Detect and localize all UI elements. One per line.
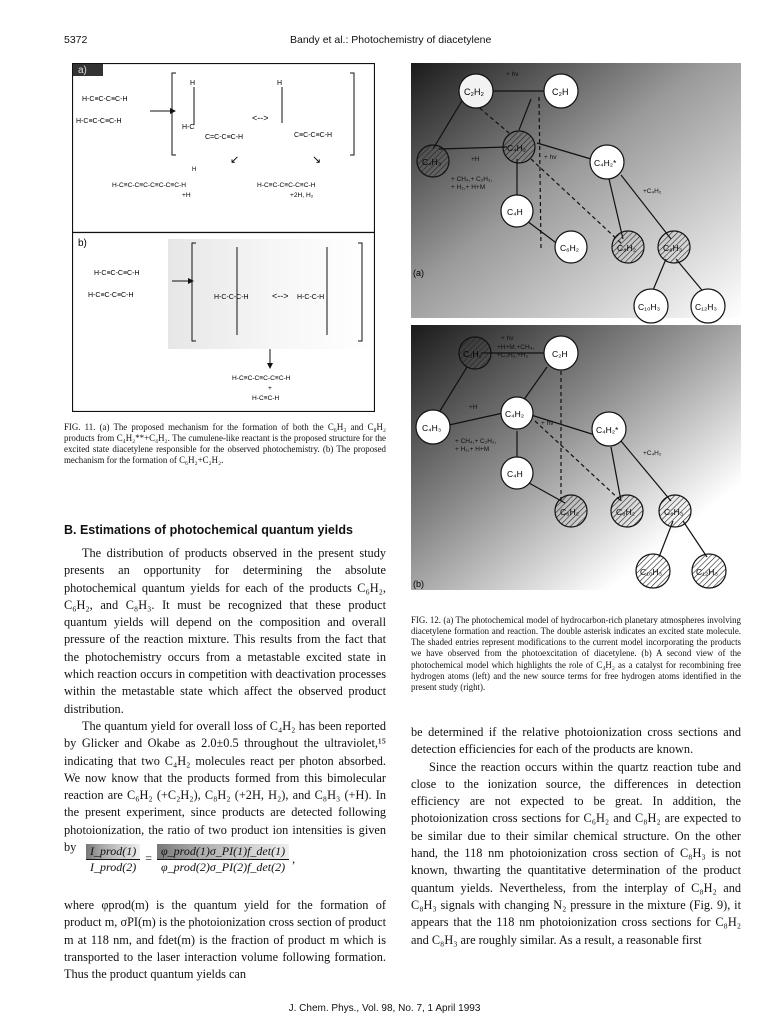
eq-rhs-num: φ_prod(1)σ_PI(1)f_det(1) [157,844,289,860]
node-c12h3-b-label: C₁₂H₃ [696,567,718,577]
a-reactant-1: H-C≡C-C≡C-H [82,96,128,103]
node-c2h2-a-label: C₂H₂ [464,87,484,97]
svg-text:+ H₂,+ H+M: + H₂,+ H+M [451,184,486,191]
node-c4h-a-label: C₄H [507,207,523,217]
figure-11-caption-text: FIG. 11. (a) The proposed mechanism for the formation of both the C₆H₃ and C₈H₂ products from C₄H₂**+C₄H₂. The cumulene-like reactant is the proposed structure for the excited state diacetylene responsible for the observed photochemistry. (b) The proposed mechanism for the formation of C₆H₂+C₂H₂. [64,422,386,466]
svg-text:+ hv: + hv [544,154,557,161]
page-number: 5372 [64,34,88,46]
eq-rhs-den: φ_prod(2)σ_PI(2)f_det(2) [161,860,286,874]
node-c4h3-b-label: C₄H₃ [422,423,442,433]
panel-b-shade [168,239,373,349]
svg-text:+C₄H₂: +C₄H₂ [643,188,662,195]
node-c4h2-a-label: C₄H₂ [507,143,527,153]
node-c12h3-a-label: C₁₂H₃ [695,302,717,312]
b-resonance: <--> [272,291,289,301]
b-reactant-1: H-C≡C-C≡C-H [94,270,140,277]
left-paragraph-2: The quantum yield for overall loss of C₄H₂ has been reported by Glicker and Okabe as 2.0±0.5 throughout the ultraviolet,¹⁵ indicating that two C₄H₂ molecules react per photon absorbed. We now know that the products formed from this bimolecular reaction are C₆H₂ (+C₂H₂), C₈H₂ (+2H, H₂), and C₈H₃ (+H). In the present experiment, since products are detected following photoionization, the ratio of two product ion intensities is given by [64,718,386,855]
svg-text:+H: +H [471,156,480,163]
running-title: Bandy et al.: Photochemistry of diacetylene [290,34,492,46]
panel-a-label: a) [78,65,87,76]
node-c6h2-b-label: C₆H₂ [560,507,580,517]
equation-rhs [157,844,289,875]
node-c10h3-b-label: C₁₀H₃ [640,567,663,577]
left-column-tail [64,897,386,983]
svg-text:+ CH₄,+ C₂H₂,: + CH₄,+ C₂H₂, [451,176,493,183]
right-paragraph-2: Since the reaction occurs within the quartz reaction tube and close to the ionization source, the differences in detection efficiency are not expected to be great. In addition, the photoionization cross sections for C₆H₂ and C₈H₂ are expected to be similar due to their similar chemical structure. On the other hand, the 118 nm photoionization cross section of C₈H₃ is not known, thwarting the quantitative determination of the product quantum yields. Nevertheless, from the interplay of C₈H₂ and C₈H₃ signals with changing N₂ pressure in the mixture (Fig. 9), it appears that the 118 nm photoionization cross sections for C₈H₂ and C₈H₃ are roughly similar. As a result, a reasonable first [411,759,741,947]
panel-b-bg [411,325,741,590]
svg-text:+H+M,+CH₄,: +H+M,+CH₄, [497,344,535,351]
fig12-panel-b-label: (b) [413,579,424,589]
equation-lhs [86,844,140,875]
node-c2h2-b-label: C₂H₂ [463,349,482,359]
b-reactant-2: H-C≡C-C≡C-H [88,292,134,299]
figure-11 [72,63,375,412]
left-paragraph-3: where φprod(m) is the quantum yield for the formation of product m, σPI(m) is the photoionization cross section of product m at 118 nm, and fdet(m) is the fraction of product m which is transported to the laser interaction volume following formation. Thus the product quantum yields can [64,898,386,982]
a-structure-left: H [190,80,196,87]
eq-lhs-den: I_prod(2) [90,860,137,874]
node-c6h2-a-label: C₆H₂ [560,243,580,253]
figure-12-caption [411,615,741,693]
node-c4h3-a-label: C₄H₃ [422,157,442,167]
node-c8h3-a-label: C₈H₃ [663,243,683,253]
svg-text:+ CH₄,+ C₂H₂,: + CH₄,+ C₂H₂, [455,438,497,445]
resonance-arrow: <--> [252,113,269,123]
svg-text:+ H₂,+ H+M: + H₂,+ H+M [455,446,490,453]
node-c4h2-b-label: C₄H₂ [505,409,525,419]
a-structure-right: H [277,80,283,87]
node-c2h-b-label: C₂H [552,349,568,359]
panel-b-label: b) [78,238,87,249]
b-product: H-C≡C-C≡C-C≡C-H [232,375,291,382]
node-c8h2-b-label: C₈H₂ [616,507,636,517]
svg-text:+C₂H₆,+H₂: +C₂H₆,+H₂ [497,352,529,359]
node-c8h2-a-label: C₈H₂ [617,243,637,253]
node-c10h3-a-label: C₁₀H₃ [638,302,661,312]
b-product-2: H-C≡C-H [252,395,280,402]
node-c8h3-b-label: C₈H₃ [664,507,684,517]
a-structure-left-2: H-C [182,124,195,131]
right-column [411,724,741,949]
b-product-plus: + [268,385,272,392]
a-h-label: H [192,167,197,173]
svg-text:+ hv: + hv [506,71,519,78]
eq-tail: , [292,851,296,866]
a-product-right-sub: +2H, H₂ [290,192,314,199]
node-c4h2star-b-label: C₄H₂* [596,425,619,435]
down-arrow-right: ↘ [312,154,322,166]
fig12-panel-a-label: (a) [413,268,424,278]
equation: I_prod(1) I_prod(2) = φ_prod(1)σ_PI(1)f_det(1) φ_prod(2)σ_PI(2)f_det(2) , [86,844,295,875]
svg-text:+H: +H [469,404,478,411]
svg-text:+C₄H₂: +C₄H₂ [643,450,662,457]
b-structure-right: H-C-C-H [297,294,325,301]
a-product-left-sub: +H [182,192,191,199]
down-arrow-left: ↙ [230,154,240,166]
figure-12 [411,63,741,603]
left-column [64,545,386,856]
svg-text:+ hv: + hv [501,335,514,342]
a-structure-right-2: C≡C-C≡C-H [294,132,333,139]
svg-text:+ hv: + hv [541,420,554,427]
figure-11-caption [64,422,386,467]
panel-a-frame [73,64,375,233]
section-heading: B. Estimations of photochemical quantum yields [64,523,353,537]
figure-12-caption-text: FIG. 12. (a) The photochemical model of hydrocarbon-rich planetary atmospheres involving diacetylene formation and reaction. The double asterisk indicates an excited state molecule. The shaded entries represent modifications to the current model incorporating the products we have observed from the photoexcitation of diacetylene. (b) A second view of the photochemical model which highlights the role of C₄H₂ as a catalyst for recombining free hydrogen atoms (left) and the new source terms for free hydrogen atoms identified in the present study (right). [411,615,741,692]
a-product-right: H-C≡C-C≡C-C≡C-H [257,182,316,189]
right-paragraph-1: be determined if the relative photoionization cross sections and detection efficiencies for each of the products are known. [411,725,741,757]
a-structure-left-3: C=C-C≡C-H [205,134,244,141]
node-c4h2star-a-label: C₄H₂* [594,158,617,168]
node-c4h-b-label: C₄H [507,469,523,479]
eq-lhs-num: I_prod(1) [86,844,140,860]
left-paragraph-1: The distribution of products observed in the present study presents an opportunity for determining the absolute photochemical quantum yields for each of the products C₆H₂, C₆H₂, and C₈H₃. It must be recognized that these product quantum yields will depend on the composition and overall pressure of the reaction mixture. This results from the fact that the photochemistry occurs from a metastable excited state in which reaction occurs in competition with deactivation processes within the metastable state which affect the observed product distribution. [64,546,386,716]
a-reactant-2: H-C≡C-C≡C-H [76,118,122,125]
a-product-left: H-C≡C-C≡C-C≡C-C≡C-H [112,182,186,189]
node-c2h-a-label: C₂H [552,87,569,97]
b-structure-left: H-C-C-C-H [214,294,249,301]
footer-citation: J. Chem. Phys., Vol. 98, No. 7, 1 April 1993 [288,1003,481,1014]
